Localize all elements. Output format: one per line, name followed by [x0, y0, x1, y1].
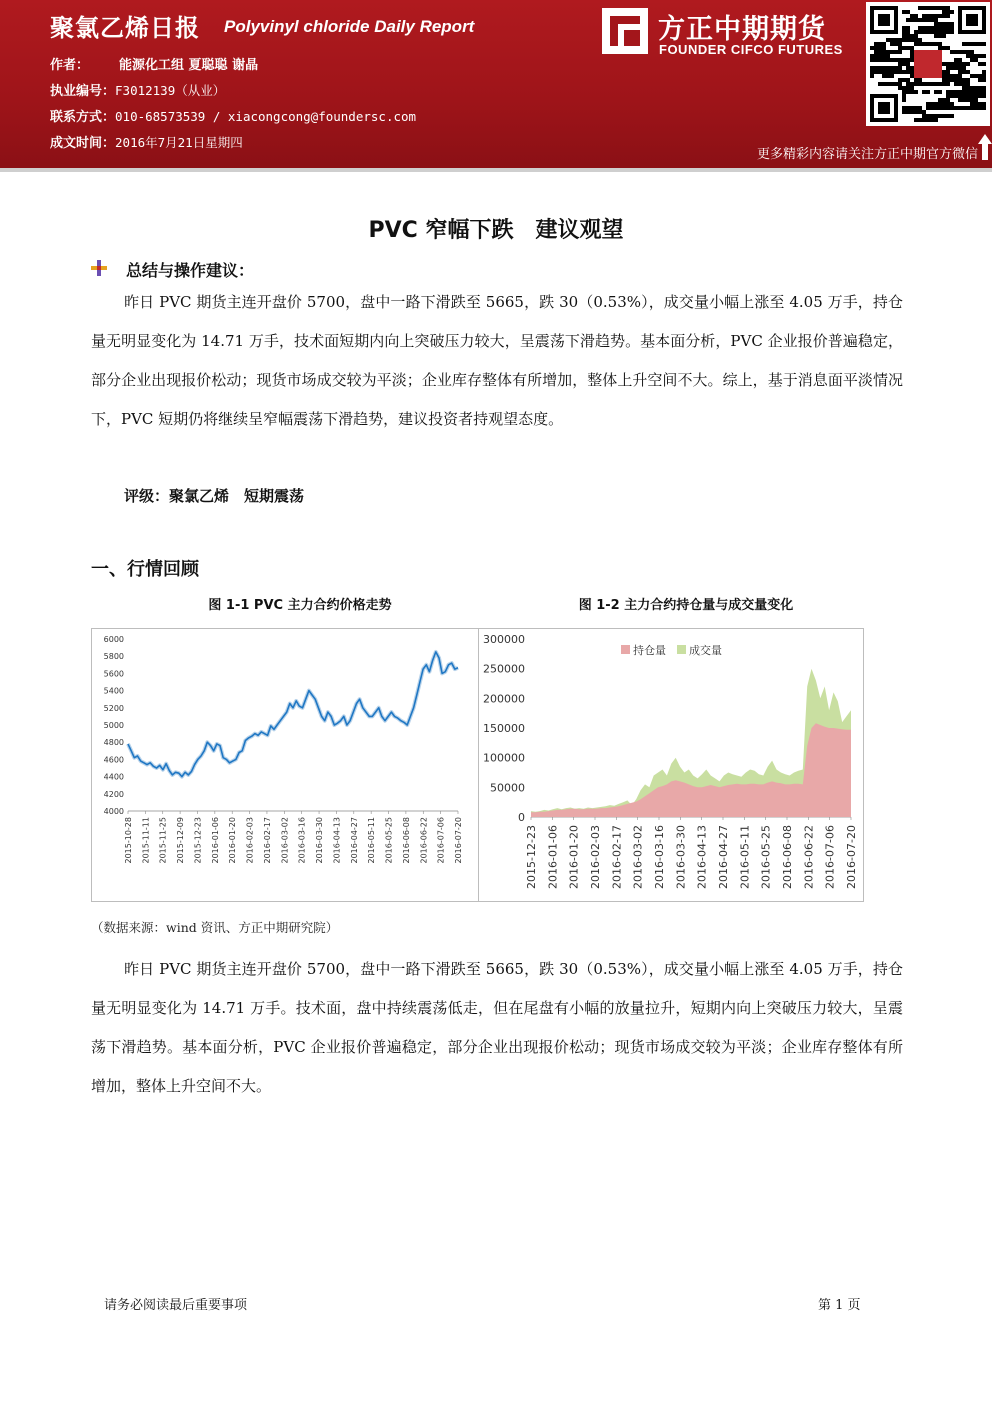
y-tick-label: 5200	[103, 703, 124, 713]
summary-heading: 总结与操作建议：	[126, 261, 255, 280]
x-tick-label: 2016-04-27	[717, 825, 730, 889]
wechat-qr-code-icon[interactable]	[866, 2, 990, 126]
report-title-zh: 聚氯乙烯日报	[50, 14, 200, 42]
x-tick-label: 2016-02-03	[589, 825, 602, 889]
follow-wechat-text: 更多精彩内容请关注方正中期官方微信	[756, 147, 978, 162]
y-tick-label: 4400	[103, 772, 124, 782]
x-tick-label: 2016-07-20	[454, 817, 463, 864]
legend-label: 成交量	[689, 644, 722, 657]
x-tick-label: 2015-12-23	[525, 825, 538, 889]
contact-label: 联系方式：	[50, 110, 116, 125]
x-tick-label: 2016-06-22	[802, 825, 816, 889]
legend-label: 持仓量	[633, 644, 666, 657]
x-tick-label: 2016-01-06	[210, 817, 220, 864]
section-heading-market-review: 一、行情回顾	[91, 559, 199, 580]
license-value: F3012139（从业）	[115, 83, 226, 98]
x-tick-label: 2016-07-20	[845, 825, 858, 889]
x-tick-label: 2016-07-06	[436, 817, 446, 864]
author-value: 能源化工组 夏聪聪 谢晶	[119, 58, 259, 73]
y-tick-label: 5000	[103, 721, 124, 730]
y-tick-label: 5600	[103, 669, 124, 679]
report-title-en: Polyvinyl chloride Daily Report	[224, 17, 475, 36]
date-label: 成文时间：	[50, 136, 116, 151]
bullet-cross-icon	[91, 260, 107, 276]
x-tick-label: 2016-07-06	[823, 825, 837, 889]
author-label: 作者：	[50, 58, 90, 73]
legend-swatch	[621, 645, 630, 654]
data-source-note: （数据来源：wind 资讯、方正中期研究院）	[91, 920, 339, 935]
document-title: PVC 窄幅下跌 建议观望	[368, 218, 624, 243]
license-label: 执业编号：	[50, 84, 116, 99]
x-tick-label: 2016-03-02	[631, 825, 645, 889]
founder-logo-icon	[602, 8, 648, 54]
x-tick-label: 2015-12-09	[176, 817, 186, 864]
x-tick-label: 2016-04-13	[695, 825, 709, 889]
footer-notice: 请务必阅读最后重要事项	[104, 1298, 248, 1313]
x-tick-label: 2015-11-11	[141, 817, 151, 864]
x-tick-label: 2016-04-27	[349, 817, 359, 864]
price-line-chart	[92, 629, 478, 901]
price-line-shadow	[128, 652, 458, 777]
y-tick-label: 4000	[103, 807, 124, 816]
x-tick-label: 2016-05-25	[759, 825, 773, 889]
y-tick-label: 100000	[483, 751, 525, 765]
volume-chart-frame	[478, 628, 864, 902]
x-tick-label: 2016-06-08	[781, 825, 794, 889]
x-tick-label: 2016-06-08	[401, 817, 411, 864]
x-tick-label: 2016-03-30	[315, 817, 325, 864]
summary-text: 昨日 PVC 期货主连开盘价 5700，盘中一路下滑跌至 5665，跌 30（0.53%），成交量小幅上涨至 4.05 万手，持仓量无明显变化为 14.71 万手，技术面短期内向上突破压力较大，呈震荡下滑趋势。基本面分析，PVC 企业报价普遍稳定，部分企业出现报价松动；现货市场成交较为平淡；企业库存整体有所增加，整体上升空间不大。综上，基于消息面平淡情况下，PVC 短期仍将继续呈窄幅震荡下滑趋势，建议投资者持观望态度。	[91, 293, 903, 428]
y-tick-label: 4200	[103, 789, 124, 799]
figure-2-caption: 图 1-2 主力合约持仓量与成交量变化	[578, 598, 794, 613]
review-paragraph	[91, 950, 903, 1106]
y-tick-label: 4800	[103, 738, 124, 748]
x-tick-label: 2016-01-20	[228, 817, 238, 864]
header-banner	[0, 0, 992, 168]
figure-1-caption: 图 1-1 PVC 主力合约价格走势	[208, 598, 392, 613]
x-tick-label: 2015-11-25	[158, 817, 168, 864]
rating-line: 评级：聚氯乙烯 短期震荡	[124, 487, 305, 505]
y-tick-label: 5800	[103, 652, 124, 662]
summary-paragraph	[91, 283, 903, 439]
x-tick-label: 2016-01-06	[546, 825, 560, 889]
x-tick-label: 2016-04-13	[332, 817, 342, 864]
date-line	[50, 132, 243, 151]
contact-value[interactable]: 010-68573539 / xiacongcong@foundersc.com	[115, 109, 417, 124]
license-line	[50, 80, 225, 99]
header-divider	[0, 168, 992, 172]
x-tick-label: 2016-02-17	[610, 825, 624, 889]
y-tick-label: 250000	[483, 662, 525, 676]
y-tick-label: 300000	[483, 633, 525, 646]
y-tick-label: 150000	[483, 722, 525, 735]
review-text: 昨日 PVC 期货主连开盘价 5700，盘中一路下滑跌至 5665，跌 30（0.53%），成交量小幅上涨至 4.05 万手，持仓量无明显变化为 14.71 万手。技术面，盘中持续震荡低走，但在尾盘有小幅的放量拉升，短期内向上突破压力较大，呈震荡下滑趋势。基本面分析，PVC 企业报价普遍稳定，部分企业出现报价松动；现货市场成交较为平淡；企业库存整体有所增加，整体上升空间不大。	[91, 960, 903, 1095]
y-tick-label: 200000	[483, 692, 525, 706]
x-tick-label: 2016-02-17	[262, 817, 272, 864]
x-tick-label: 2016-01-20	[567, 825, 581, 889]
logo-text-en: FOUNDER CIFCO FUTURES	[659, 42, 843, 57]
x-tick-label: 2016-05-25	[384, 817, 394, 864]
price-chart-frame	[91, 628, 479, 902]
contact-line	[50, 106, 416, 125]
y-tick-label: 50000	[490, 781, 525, 795]
y-tick-label: 5400	[103, 686, 124, 696]
author-line	[50, 54, 258, 73]
company-logo	[602, 8, 858, 60]
x-tick-label: 2016-03-16	[653, 825, 666, 889]
x-tick-label: 2015-10-28	[124, 817, 133, 864]
logo-text-zh: 方正中期期货	[658, 14, 826, 45]
price-line-series	[128, 652, 458, 777]
x-tick-label: 2016-06-22	[419, 817, 429, 864]
date-value: 2016年7月21日星期四	[115, 135, 243, 150]
x-tick-label: 2016-03-02	[280, 817, 290, 864]
x-tick-label: 2016-02-03	[245, 817, 255, 864]
x-tick-label: 2016-05-11	[738, 825, 752, 889]
x-tick-label: 2016-03-30	[674, 825, 688, 889]
x-tick-label: 2016-03-16	[297, 817, 307, 864]
up-arrow-icon	[978, 134, 992, 160]
y-tick-label: 4600	[103, 755, 124, 765]
x-tick-label: 2015-12-23	[193, 817, 203, 864]
x-tick-label: 2016-05-11	[367, 817, 377, 864]
legend-swatch	[677, 645, 686, 654]
y-tick-label: 0	[518, 811, 525, 824]
y-tick-label: 6000	[103, 635, 124, 644]
open-interest-volume-chart	[479, 629, 863, 901]
page-number: 第 1 页	[818, 1298, 861, 1313]
